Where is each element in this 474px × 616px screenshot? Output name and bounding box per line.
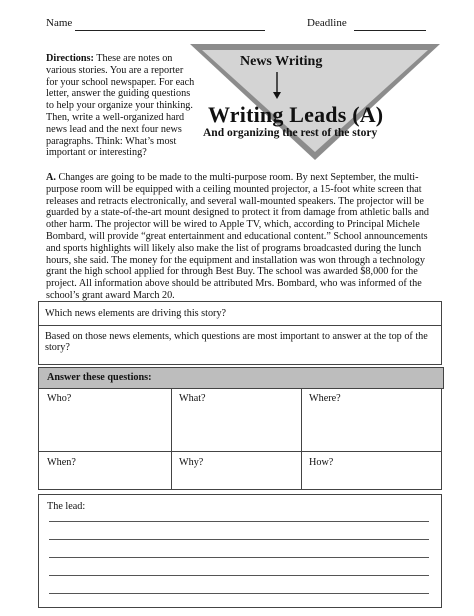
how-cell[interactable]: How?: [309, 457, 334, 468]
grid-hline: [39, 451, 441, 452]
question-top-of-story: Based on those news elements, which questions are most important to answer at the top of the story?: [45, 331, 428, 353]
worksheet-title: Writing Leads (A): [208, 102, 384, 127]
name-label: Name: [46, 17, 73, 29]
when-cell[interactable]: When?: [47, 457, 76, 468]
lead-box: [38, 494, 442, 608]
lead-label: The lead:: [47, 501, 86, 512]
answer-header-label: Answer these questions:: [47, 372, 152, 383]
where-cell[interactable]: Where?: [309, 393, 341, 404]
lead-line[interactable]: [49, 575, 429, 576]
question-divider: [39, 325, 441, 326]
story-paragraph: [46, 172, 444, 302]
answer-header-band: [38, 367, 444, 389]
lead-line[interactable]: [49, 557, 429, 558]
news-writing-label: News Writing: [240, 54, 323, 69]
deadline-field[interactable]: [354, 30, 426, 31]
deadline-label: Deadline: [307, 17, 347, 29]
what-cell[interactable]: What?: [179, 393, 206, 404]
grid-vline-1: [171, 389, 172, 489]
name-field[interactable]: [75, 30, 265, 31]
question-news-elements: Which news elements are driving this story?: [45, 308, 227, 319]
lead-line[interactable]: [49, 521, 429, 522]
lead-line[interactable]: [49, 539, 429, 540]
worksheet-subtitle: And organizing the rest of the story: [203, 127, 378, 139]
story-letter: A.: [46, 172, 56, 183]
directions-body: These are notes on various stories. You are a reporter for your school newspaper. For each letter, answer the guiding questions to help your organize your thinking. Then, write a well-organized hard news lead and the next four news paragraphs. Think: What’s most important or interesting?: [46, 53, 195, 159]
answer-grid: [38, 388, 442, 490]
grid-vline-2: [301, 389, 302, 489]
who-cell[interactable]: Who?: [47, 393, 72, 404]
why-cell[interactable]: Why?: [179, 457, 204, 468]
questions-box: [38, 301, 442, 365]
lead-line[interactable]: [49, 593, 429, 594]
story-body: Changes are going to be made to the multi-purpose room. By next September, the multi-purpose room will be equipped with a ceiling mounted projector, a 15-foot white screen that releases and retracts electronically, and several wall-mounted speakers. The projector will be guarded by a state-of-the-art mount designed to protect it from damage from athletic balls and other harm. The projector will be wired to Apple TV, which, according to Principal Michele Bombard, will provide “great entertainment and educational content.” School announcements and sports highlights will likely also make the list of programs broadcasted during the lunch hours, she said. The money for the equipment and installation was won through a technology grant the high school applied for through Best Buy. The school was awarded $8,000 for the project. All information above should be attributed Mrs. Bombard, who was informed of the school’s grant award March 20.: [46, 172, 430, 301]
directions-lead: Directions:: [46, 53, 94, 64]
directions-text: [46, 53, 196, 159]
